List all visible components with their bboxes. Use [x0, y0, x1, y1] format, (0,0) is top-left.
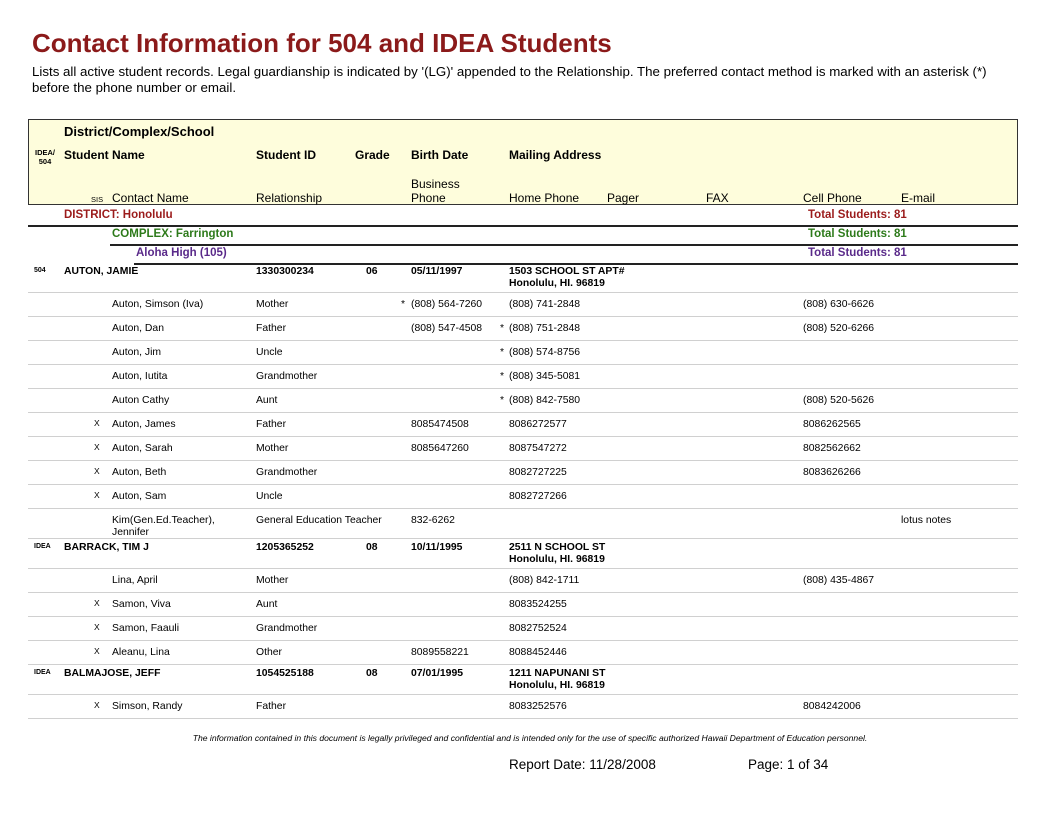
- contact-name: Auton, James: [112, 419, 176, 430]
- row-separator: [28, 292, 1018, 293]
- contact-sis-marker: X: [94, 700, 100, 710]
- contact-cell-phone: 8084242006: [803, 701, 861, 712]
- contact-business-phone: 8085474508: [411, 419, 469, 430]
- contact-home-phone: 8082727266: [509, 491, 567, 502]
- contact-email: lotus notes: [901, 515, 952, 526]
- contact-name: Samon, Viva: [112, 599, 171, 610]
- contact-home-phone: (808) 751-2848: [509, 323, 581, 334]
- student-program-flag: 504: [34, 267, 46, 274]
- contact-sis-marker: X: [94, 418, 100, 428]
- contact-relationship: Mother: [256, 443, 289, 454]
- contact-cell-phone: (808) 520-6266: [803, 323, 875, 334]
- contact-name: Auton, Beth: [112, 467, 167, 478]
- contact-cell-phone: (808) 520-5626: [803, 395, 875, 406]
- contact-home-phone: 8086272577: [509, 419, 567, 430]
- row-separator: [28, 508, 1018, 509]
- report-description: Lists all active student records. Legal guardianship is indicated by '(LG)' appended to the Relationship. The preferred contact method is marked with an asterisk (*) before the phone number or email.: [32, 64, 987, 95]
- student-program-flag: IDEA: [34, 669, 51, 676]
- contact-name: Aleanu, Lina: [112, 647, 170, 658]
- row-separator: [28, 364, 1018, 365]
- student-program-flag: IDEA: [34, 543, 51, 550]
- student-address-line2: Honolulu, HI. 96819: [509, 554, 605, 565]
- contact-name-line2: Jennifer: [112, 527, 149, 538]
- header-cell-phone: Cell Phone: [803, 191, 862, 205]
- confidentiality-note: The information contained in this document is legally privileged and confidential and is intended only for the use of specific authorized Hawaii Department of Education personnel.: [192, 733, 868, 743]
- school-total: Total Students: 81: [808, 247, 907, 259]
- student-address-line1: 2511 N SCHOOL ST: [509, 542, 606, 553]
- row-separator: [28, 460, 1018, 461]
- district-label: DISTRICT: Honolulu: [64, 209, 173, 221]
- header-home-phone: Home Phone: [509, 191, 580, 205]
- student-name: BARRACK, TIM J: [64, 542, 149, 553]
- contact-relationship: General Education Teacher: [256, 515, 382, 526]
- contact-sis-marker: X: [94, 622, 100, 632]
- contact-home-phone: 8088452446: [509, 647, 567, 658]
- contact-cell-phone: (808) 435-4867: [803, 575, 875, 586]
- home-preferred-marker: *: [500, 371, 505, 382]
- complex-label: COMPLEX: Farrington: [112, 228, 234, 240]
- school-divider: [134, 263, 1018, 265]
- header-mailing-address: Mailing Address: [509, 148, 602, 162]
- contact-name: Samon, Faauli: [112, 623, 179, 634]
- contact-name: Auton Cathy: [112, 395, 170, 406]
- contact-relationship: Other: [256, 647, 282, 658]
- contact-home-phone: 8083524255: [509, 599, 567, 610]
- header-sis: SIS: [91, 195, 104, 204]
- home-preferred-marker: *: [500, 323, 505, 334]
- header-business-phone: Business Phone: [411, 177, 460, 205]
- contact-home-phone: (808) 741-2848: [509, 299, 581, 310]
- contact-relationship: Mother: [256, 575, 289, 586]
- contact-name: Auton, Sarah: [112, 443, 173, 454]
- contact-business-phone: 8085647260: [411, 443, 469, 454]
- row-separator: [28, 538, 1018, 539]
- complex-total: Total Students: 81: [808, 228, 907, 240]
- student-grade: 08: [366, 668, 378, 679]
- header-birth-date: Birth Date: [411, 148, 469, 162]
- row-separator: [28, 568, 1018, 569]
- contact-business-phone: 832-6262: [411, 515, 455, 526]
- contact-home-phone: (808) 842-7580: [509, 395, 581, 406]
- contact-business-phone: (808) 547-4508: [411, 323, 483, 334]
- contact-name: Auton, Jim: [112, 347, 162, 358]
- row-separator: [28, 592, 1018, 593]
- student-grade: 08: [366, 542, 378, 553]
- district-divider: [28, 225, 1018, 227]
- row-separator: [28, 616, 1018, 617]
- contact-home-phone: 8082752524: [509, 623, 567, 634]
- contact-name: Auton, Sam: [112, 491, 167, 502]
- contact-cell-phone: 8086262565: [803, 419, 861, 430]
- contact-home-phone: 8087547272: [509, 443, 567, 454]
- row-separator: [28, 340, 1018, 341]
- contact-name: Auton, Simson (Iva): [112, 299, 204, 310]
- contact-home-phone: (808) 574-8756: [509, 347, 581, 358]
- contact-cell-phone: 8082562662: [803, 443, 861, 454]
- header-district-complex-school: District/Complex/School: [64, 124, 215, 139]
- district-total: Total Students: 81: [808, 209, 907, 221]
- student-address-line1: 1503 SCHOOL ST APT#: [509, 266, 625, 277]
- contact-relationship: Grandmother: [256, 467, 318, 478]
- student-birth-date: 10/11/1995: [411, 542, 463, 553]
- contact-home-phone: (808) 345-5081: [509, 371, 581, 382]
- student-birth-date: 05/11/1997: [411, 266, 463, 277]
- contact-relationship: Grandmother: [256, 371, 318, 382]
- contact-relationship: Father: [256, 419, 287, 430]
- school-label: Aloha High (105): [136, 247, 227, 259]
- header-email: E-mail: [901, 191, 936, 205]
- contact-relationship: Aunt: [256, 599, 278, 610]
- contact-name: Auton, Iutita: [112, 371, 168, 382]
- contact-name: Kim(Gen.Ed.Teacher),: [112, 515, 215, 526]
- student-name: BALMAJOSE, JEFF: [64, 668, 161, 679]
- contact-relationship: Uncle: [256, 347, 283, 358]
- contact-cell-phone: (808) 630-6626: [803, 299, 875, 310]
- contact-relationship: Mother: [256, 299, 289, 310]
- student-name: AUTON, JAMIE: [64, 266, 139, 277]
- header-grade: Grade: [355, 148, 390, 162]
- business-preferred-marker: *: [401, 299, 406, 310]
- student-address-line2: Honolulu, HI. 96819: [509, 278, 605, 289]
- contact-sis-marker: X: [94, 598, 100, 608]
- row-separator: [28, 718, 1018, 719]
- contact-business-phone: 8089558221: [411, 647, 469, 658]
- contact-sis-marker: X: [94, 442, 100, 452]
- student-birth-date: 07/01/1995: [411, 668, 464, 679]
- contact-relationship: Uncle: [256, 491, 283, 502]
- header-fax: FAX: [706, 191, 729, 205]
- header-contact-name: Contact Name: [112, 191, 189, 205]
- header-idea504: IDEA/ 504: [34, 148, 55, 166]
- contact-relationship: Aunt: [256, 395, 278, 406]
- contact-name: Auton, Dan: [112, 323, 164, 334]
- contact-cell-phone: 8083626266: [803, 467, 861, 478]
- contact-name: Simson, Randy: [112, 701, 183, 712]
- complex-divider: [110, 244, 1018, 246]
- contact-home-phone: 8083252576: [509, 701, 567, 712]
- contact-sis-marker: X: [94, 490, 100, 500]
- report-title: Contact Information for 504 and IDEA Students: [32, 28, 612, 58]
- contact-relationship: Father: [256, 323, 287, 334]
- student-id: 1330300234: [256, 266, 314, 277]
- contact-home-phone: (808) 842-1711: [509, 575, 580, 586]
- student-grade: 06: [366, 266, 378, 277]
- header-student-name: Student Name: [64, 148, 145, 162]
- header-relationship: Relationship: [256, 191, 323, 205]
- contact-relationship: Father: [256, 701, 287, 712]
- home-preferred-marker: *: [500, 347, 505, 358]
- report-date: Report Date: 11/28/2008: [509, 757, 656, 772]
- row-separator: [28, 484, 1018, 485]
- contact-name: Lina, April: [112, 575, 158, 586]
- row-separator: [28, 388, 1018, 389]
- row-separator: [28, 640, 1018, 641]
- page-number: Page: 1 of 34: [748, 757, 829, 772]
- row-separator: [28, 694, 1018, 695]
- row-separator: [28, 664, 1018, 665]
- contact-business-phone: (808) 564-7260: [411, 299, 483, 310]
- row-separator: [28, 412, 1018, 413]
- student-address-line2: Honolulu, HI. 96819: [509, 680, 605, 691]
- contact-sis-marker: X: [94, 466, 100, 476]
- header-student-id: Student ID: [256, 148, 316, 162]
- row-separator: [28, 436, 1018, 437]
- home-preferred-marker: *: [500, 395, 505, 406]
- contact-relationship: Grandmother: [256, 623, 318, 634]
- student-address-line1: 1211 NAPUNANI ST: [509, 668, 606, 679]
- contact-home-phone: 8082727225: [509, 467, 567, 478]
- student-id: 1054525188: [256, 668, 314, 679]
- contact-sis-marker: X: [94, 646, 100, 656]
- header-pager: Pager: [607, 191, 640, 205]
- row-separator: [28, 316, 1018, 317]
- student-id: 1205365252: [256, 542, 314, 553]
